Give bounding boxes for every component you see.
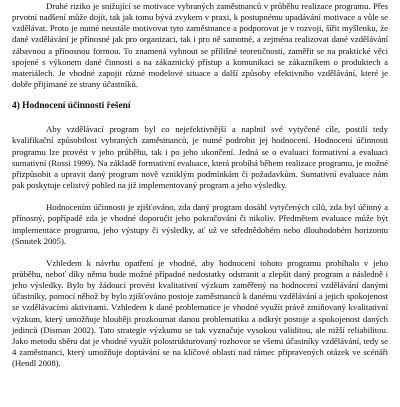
paragraph-evaluation-overview: Aby vzdělávací program byl co nejefektivnější a naplnil své vytyčené cíle, postilí tedy kvalifikační způsobilost vybraných zaměstnanců, je nutné podrobit jej hodnocení. Hodnocení účinnosti programu lze provést v jeho průběhu, tak i po jeho ukončení. Jedná se o evaluaci formativní a evaluaci sumativní (Rossi 1999). Na základě formativní evaluace, která probíhá během realizace programu, je možné přizpůsobit a upravit daný program nově vzniklým podmínkám či požadavkům. Sumativní evaluace nám pak poskytuje celistvý pohled na již implementovaný program a jeho výsledky. — [12, 124, 388, 191]
paragraph-evaluation-purpose: Hodnocením účinnosti je zjišťováno, zda daný program dosáhl vytyčených cílů, zda byl účinný a přínosný, popřípadě zda je vhodné doporučit jeho pokračování či nikoliv. Předmětem evaluace může být implementace programu, jeho výstupy či výsledky, ať už ve střednědobém nebo dlouhodobém horizontu (Smutek 2005). — [12, 202, 388, 246]
section-heading: 4) Hodnocení účinnosti řešení — [12, 101, 131, 112]
paragraph-evaluation-method: Vzhledem k návrhu opatření je vhodné, aby hodnocení tohoto programu probíhalo v jeho průběhu, neboť díky němu bude možné případné nedostatky odstranit a zlepšit daný program a následně i jeho výsledky. Bylo by žádoucí provést kvalitativní výzkum zaměřený na hodnocení vzdělávání danými účastníky, pomocí něhož by bylo zjišťováno postoje zaměstnanců k danému vzdělávání a jejich spokojenost se vzdělávacími aktivitami. Vzhledem k dané problematice je vhodné využít právě zmiňovaný kvalitativní výzkum, který umožňuje hlouběji prozkoumat danou problematiku a odkrýt postoje a spokojenost daných jedinců (Disman 2002). Tato strategie výzkumu se tak vyznačuje vysokou validitou, ale nižší reliabilitou. Jako metodu sběru dat je vhodné využít polostrukturovaný rozhovor se všemi účastníky vzdělávání, tedy se 4 zaměstnanci, který umožňuje doptávání se na klíčové oblasti nad rámec připravených otázek ve scénáři (Hendl 2008). — [12, 257, 388, 369]
paragraph-motivation-risk: Druhé riziko je snižující se motivace vybraných zaměstnanců v průběhu realizace programu. Přes prvotní nadšení může dojít, tak jak tomu bývá zvykem v praxi, k postupnému upadávání motivace a vůle se vzdělávat. Proto je nutné neustále motivovat tyto zaměstnance a podporovat je v rozvoji, šířit myšlenku, že dané vzdělávání je přínosné jak pro organizaci, tak i pro ně samotné, a zejména realizovat dané vzdělávání zábavnou a přínosnou formou. To znamená vyhnout se přílišné teoretičnosti, zaměřit se na praktické věci spojené s výkonem dané činnosti a na zákaznický přístup a komunikaci se zákazníkem o produktech a materiálech. Je vhodné zapojit různé modelové situace a další způsoby efektivního vzdělávání, které je dobře přijímané ze strany účastníků. — [12, 1, 388, 90]
